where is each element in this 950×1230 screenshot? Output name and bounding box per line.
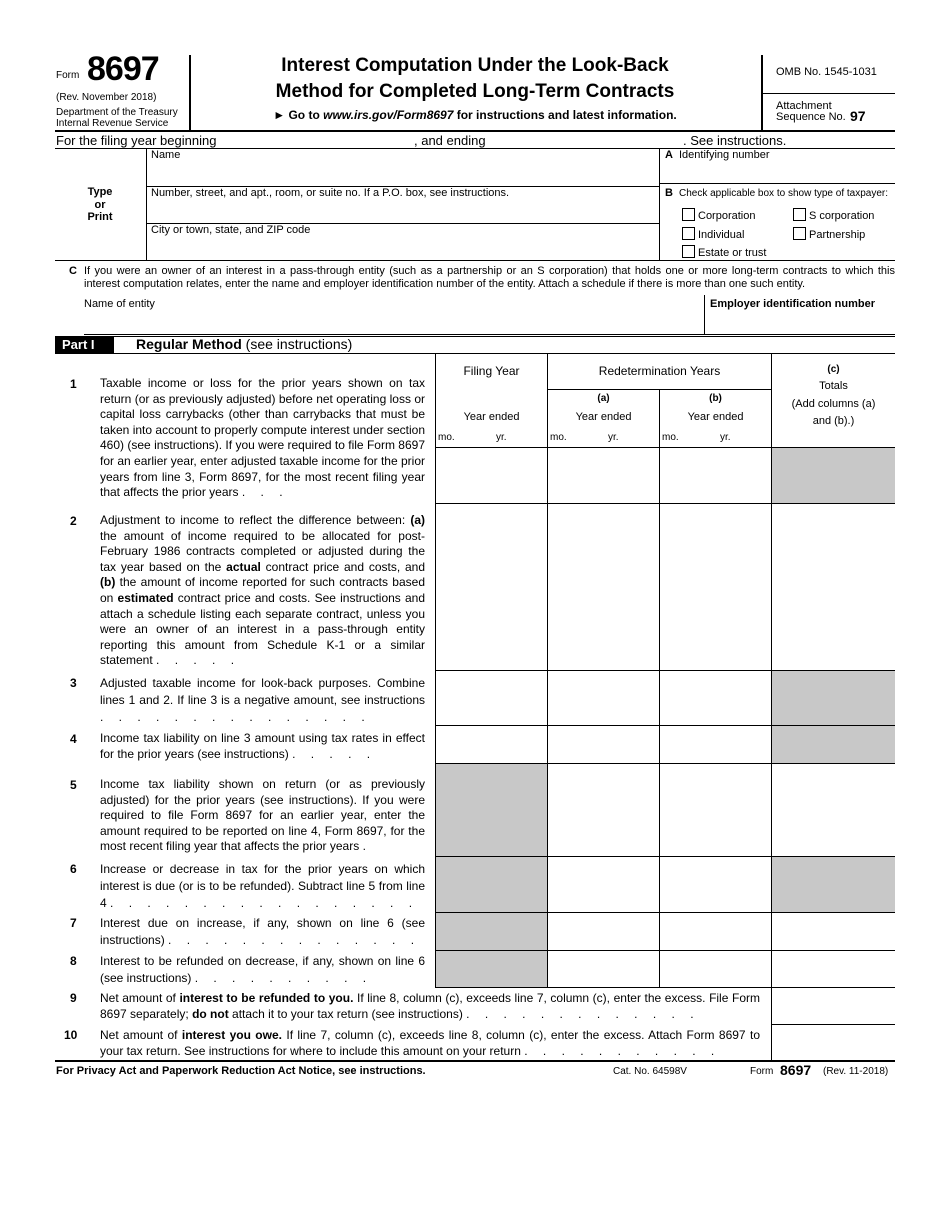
- line-1-filing-year-input[interactable]: [437, 449, 546, 502]
- line-5-number: 5: [70, 778, 77, 792]
- instructions-link-line: ► Go to www.irs.gov/Form8697 for instructions and latest information.: [273, 108, 677, 122]
- name-label: Name: [151, 149, 181, 161]
- footer-form-word: Form: [750, 1066, 774, 1077]
- line-9-amount-input[interactable]: [773, 989, 894, 1023]
- omb-number: OMB No. 1545-1031: [776, 66, 877, 78]
- title-line-2: Method for Completed Long-Term Contracts: [275, 81, 675, 102]
- b-letter: B: [665, 187, 673, 199]
- col-a-mo-label: mo.: [550, 432, 567, 443]
- a-letter: A: [665, 149, 673, 161]
- line-3-col-a-input[interactable]: [549, 672, 658, 724]
- filing-year-ended-label: Year ended: [463, 411, 520, 423]
- line-10-amount-input[interactable]: [773, 1026, 894, 1059]
- col-a-yr-label: yr.: [608, 432, 619, 443]
- line-3-filing-year-input[interactable]: [437, 672, 546, 724]
- totals-label: Totals: [819, 380, 848, 392]
- line-8-col-b-input[interactable]: [661, 952, 770, 986]
- line-4-col-b-input[interactable]: [661, 727, 770, 762]
- line-6-col-b-input[interactable]: [661, 858, 770, 911]
- street-label: Number, street, and apt., room, or suite no. If a P.O. box, see instructions.: [151, 187, 510, 199]
- filing-mo-label: mo.: [438, 432, 455, 443]
- s-corporation-label: S corporation: [809, 210, 875, 222]
- col-b-year-input[interactable]: [735, 430, 769, 445]
- sequence-number: 97: [850, 108, 866, 124]
- line-10-number: 10: [64, 1028, 78, 1042]
- line-2-filing-year-input[interactable]: [437, 505, 546, 669]
- estate-or-trust-label: Estate or trust: [698, 247, 767, 259]
- line-1-col-a-input[interactable]: [549, 449, 658, 502]
- city-input[interactable]: [147, 237, 658, 259]
- corporation-label: Corporation: [698, 210, 756, 222]
- col-b-header: (b): [709, 393, 722, 404]
- col-a-header: (a): [597, 393, 610, 404]
- identifying-number-input[interactable]: [662, 162, 894, 185]
- filing-year-month-input[interactable]: [452, 430, 492, 445]
- line-5-col-c-input[interactable]: [773, 765, 894, 855]
- col-b-year-ended-label: Year ended: [687, 411, 744, 423]
- individual-checkbox[interactable]: [682, 227, 695, 240]
- s-corporation-checkbox[interactable]: [793, 208, 806, 221]
- privacy-notice: For Privacy Act and Paperwork Reduction Act Notice, see instructions.: [56, 1065, 426, 1077]
- form-number: 8697: [87, 50, 159, 88]
- line-2-text: Adjustment to income to reflect the difference between: (a) the amount of income required to be allocated for post-February 1986 contracts completed or adjusted during the tax year based on the actual contract price and costs, and (b) the amount of income reported for such contracts based on estimated contract price and costs. See instructions and attach a schedule listing each separate contract, unless you were an owner of an interest in a pass-through entity reporting this amount from Schedule K-1 or a similar statement . . . . .: [100, 513, 426, 668]
- line-3-number: 3: [70, 676, 77, 690]
- line-8-number: 8: [70, 954, 77, 968]
- line-10-text: Net amount of interest you owe. If line 7, column (c), exceeds line 8, column (c), enter the excess. Attach Form 8697 to your tax return. See instructions for where to include this amount on your return . . . . . . . . . . .: [100, 1028, 760, 1058]
- col-b-mo-label: mo.: [662, 432, 679, 443]
- line-2-col-c-input[interactable]: [773, 505, 894, 669]
- line-4-text: Income tax liability on line 3 amount using tax rates in effect for the prior years (see instructions) . . . . .: [100, 731, 425, 761]
- department: Department of the Treasury: [56, 107, 178, 118]
- line-2-col-b-input[interactable]: [661, 505, 770, 669]
- name-of-entity-label: Name of entity: [84, 298, 155, 310]
- attachment-label: Attachment: [776, 100, 832, 112]
- footer-form-number: 8697: [780, 1062, 812, 1078]
- sequence-label: Sequence No.: [776, 111, 846, 123]
- ein-label: Employer identification number: [710, 298, 876, 310]
- line-9-number: 9: [70, 991, 77, 1005]
- line-2-number: 2: [70, 514, 77, 528]
- col-b-yr-label: yr.: [720, 432, 731, 443]
- footer-revision: (Rev. 11-2018): [823, 1066, 889, 1077]
- line-7-col-a-input[interactable]: [549, 914, 658, 949]
- type-or-print: Type or Print: [87, 186, 113, 223]
- line-4-filing-year-input[interactable]: [437, 727, 546, 762]
- line-7-col-b-input[interactable]: [661, 914, 770, 949]
- name-input[interactable]: [147, 162, 658, 185]
- col-c-header: (c): [827, 364, 840, 375]
- partnership-checkbox[interactable]: [793, 227, 806, 240]
- identifying-number-label: Identifying number: [679, 149, 770, 161]
- c-letter: C: [69, 265, 77, 277]
- street-input[interactable]: [147, 200, 658, 222]
- line-5-text: Income tax liability shown on return (or as previously adjusted) for the prior years (see instructions). If you were required to file Form 8697 for an earlier year, enter the amount required to be reported on line 4, Form 8697, for the most recent filing year that affects the prior years .: [100, 777, 425, 854]
- part-title: Regular Method (see instructions): [136, 336, 353, 352]
- city-label: City or town, state, and ZIP code: [151, 224, 311, 236]
- line-7-col-c-input[interactable]: [773, 914, 894, 949]
- filing-year-year-input[interactable]: [511, 430, 545, 445]
- add-columns-label: (Add columns (a): [791, 398, 876, 410]
- taxpayer-type-label: Check applicable box to show type of taxpayer:: [679, 188, 889, 199]
- line-5-col-b-input[interactable]: [661, 765, 770, 855]
- redetermination-header: Redetermination Years: [598, 364, 721, 378]
- line-3-text: Adjusted taxable income for look-back purposes. Combine lines 1 and 2. If line 3 is a negative amount, see instructions . . . . . . . . . . . . . . .: [100, 676, 425, 724]
- individual-label: Individual: [698, 229, 745, 241]
- form-word: Form: [56, 70, 80, 81]
- irs-label: Internal Revenue Service: [56, 118, 169, 129]
- irs-url-link[interactable]: www.irs.gov/Form8697: [323, 108, 454, 122]
- catalog-number: Cat. No. 64598V: [613, 1066, 687, 1077]
- pass-through-entity-text: If you were an owner of an interest in a pass-through entity (such as a partnership or an S corporation) that holds one or more long-term contracts to which this interest computation relates, enter the name and employer identification number of the entity. Attach a schedule if there is more than one such entity.: [84, 265, 895, 290]
- filing-year-header: Filing Year: [463, 364, 520, 378]
- estate-or-trust-checkbox[interactable]: [682, 245, 695, 258]
- see-instructions-label: . See instructions.: [683, 133, 787, 148]
- title-line-1: Interest Computation Under the Look-Back: [281, 55, 669, 76]
- line-7-text: Interest due on increase, if any, shown on line 6 (see instructions) . . . . . . . . . . . . . .: [100, 916, 425, 947]
- entity-name-input[interactable]: [84, 312, 702, 332]
- line-4-number: 4: [70, 732, 77, 746]
- line-6-col-a-input[interactable]: [549, 858, 658, 911]
- revision-date: (Rev. November 2018): [56, 92, 157, 103]
- part-badge: Part I: [55, 336, 114, 353]
- form-title: [195, 53, 755, 105]
- line-6-text: Increase or decrease in tax for the prior years on which interest is due (or is to be refunded). Subtract line 5 from line 4 . . . . . . . . . . . . . . . . .: [100, 862, 425, 910]
- line-6-number: 6: [70, 862, 77, 876]
- col-a-month-input[interactable]: [564, 430, 604, 445]
- line-7-number: 7: [70, 916, 77, 930]
- line-1-number: 1: [70, 377, 77, 391]
- line-8-col-c-input[interactable]: [773, 952, 894, 986]
- corporation-checkbox[interactable]: [682, 208, 695, 221]
- and-b-label: and (b).): [812, 415, 855, 427]
- col-a-year-input[interactable]: [623, 430, 657, 445]
- line-4-col-a-input[interactable]: [549, 727, 658, 762]
- filing-year-begin-input[interactable]: [225, 133, 410, 148]
- ein-input[interactable]: [708, 312, 894, 332]
- col-b-month-input[interactable]: [676, 430, 716, 445]
- line-1-col-b-input[interactable]: [661, 449, 770, 502]
- line-3-col-b-input[interactable]: [661, 672, 770, 724]
- partnership-label: Partnership: [809, 229, 866, 241]
- filing-year-end-input[interactable]: [495, 133, 680, 148]
- line-2-col-a-input[interactable]: [549, 505, 658, 669]
- col-a-year-ended-label: Year ended: [575, 411, 632, 423]
- filing-year-ending-label: , and ending: [414, 133, 486, 148]
- line-8-col-a-input[interactable]: [549, 952, 658, 986]
- line-9-text: Net amount of interest to be refunded to you. If line 8, column (c), exceeds line 7, column (c), enter the excess. File Form 8697 separately; do not attach it to your tax return (see instructions) . . . . . . . . . . . . .: [100, 991, 760, 1021]
- line-8-text: Interest to be refunded on decrease, if any, shown on line 6 (see instructions) . . . . . . . . . .: [100, 954, 425, 985]
- filing-yr-label: yr.: [496, 432, 507, 443]
- line-5-col-a-input[interactable]: [549, 765, 658, 855]
- filing-year-beginning-label: For the filing year beginning: [56, 133, 217, 148]
- line-1-text: Taxable income or loss for the prior years shown on tax return (or as previously adjusted) before net operating loss or capital loss carrybacks (other than carrybacks that must be taken into account to properly compute interest under section 460) (see instructions). If you were required to file Form 8697 for an earlier year, enter adjusted taxable income for the prior years from line 3, Form 8697, for the most recent filing year that affects the prior years . . .: [100, 376, 425, 500]
